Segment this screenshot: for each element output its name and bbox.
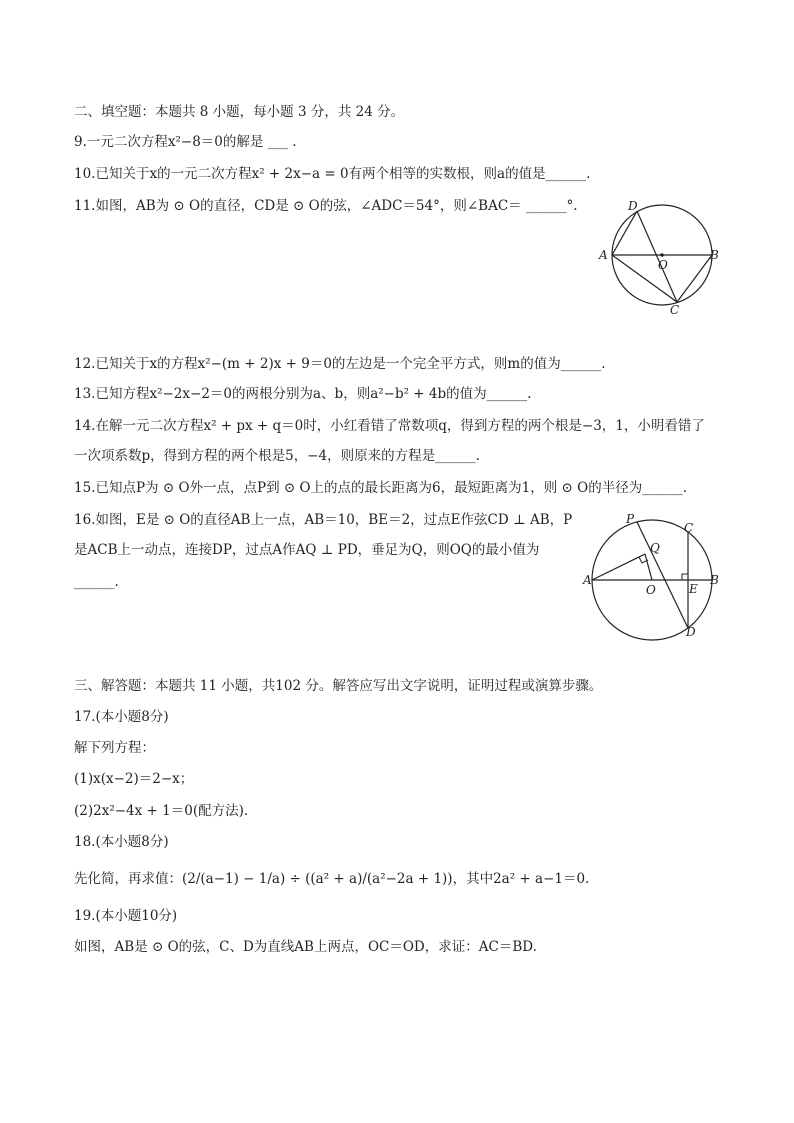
label-a: A xyxy=(583,573,592,587)
section-2-heading: 二、填空题：本题共 8 小题，每小题 3 分，共 24 分。 xyxy=(74,104,405,120)
question-14-line-1: 14.在解一元二次方程x² + px + q＝0时，小红看错了常数项q，得到方程的两个根是−3，1，小明看错了 xyxy=(74,418,705,434)
label-c: C xyxy=(670,303,680,317)
segment-aq xyxy=(592,554,645,580)
figure-16-circle-diagram xyxy=(582,512,732,642)
label-a: A xyxy=(599,248,608,262)
question-16-line-1: 16.如图，E是 ⊙ O的直径AB上一点，AB＝10，BE＝2，过点E作弦CD ⊥ AB，P xyxy=(74,512,573,528)
right-angle-mark-e xyxy=(682,574,688,580)
label-p: P xyxy=(626,512,635,526)
question-18-title: 18.(本小题8分) xyxy=(74,834,169,850)
center-point-o xyxy=(660,253,664,257)
label-o: O xyxy=(658,258,668,272)
question-9: 9.一元二次方程x²−8＝0的解是 ___ . xyxy=(74,134,297,150)
question-17-part-1: (1)x(x−2)＝2−x； xyxy=(74,771,194,787)
segment-oq xyxy=(645,554,652,580)
label-o: O xyxy=(646,583,656,597)
label-c: C xyxy=(684,521,694,535)
segment-pd xyxy=(637,522,688,628)
chord-ad xyxy=(612,211,637,255)
label-b: B xyxy=(710,248,719,262)
question-17-part-2: (2)2x²−4x + 1＝0(配方法). xyxy=(74,803,249,819)
figure-11-circle-diagram xyxy=(590,195,730,320)
question-16-line-2: 是ACB上一动点，连接DP，过点A作AQ ⊥ PD，垂足为Q，则OQ的最小值为 xyxy=(74,542,540,558)
question-17-title: 17.(本小题8分) xyxy=(74,709,169,725)
chord-dc xyxy=(637,211,677,302)
label-d: D xyxy=(628,199,638,213)
label-d: D xyxy=(686,625,696,639)
question-14-line-2: 一次项系数p，得到方程的两个根是5，−4，则原来的方程是______. xyxy=(74,448,480,464)
question-13: 13.已知方程x²−2x−2＝0的两根分别为a、b，则a²−b² + 4b的值为______. xyxy=(74,386,532,402)
label-q: Q xyxy=(650,541,660,555)
question-19-text: 如图，AB是 ⊙ O的弦，C、D为直线AB上两点，OC＝OD，求证：AC＝BD. xyxy=(74,939,537,955)
question-11: 11.如图，AB为 ⊙ O的直径，CD是 ⊙ O的弦，∠ADC＝54°，则∠BAC＝ ______°. xyxy=(74,198,578,214)
label-e: E xyxy=(689,582,698,596)
section-3-heading: 三、解答题：本题共 11 小题，共102 分。解答应写出文字说明，证明过程或演算步骤。 xyxy=(74,678,603,694)
question-16-line-3: ______. xyxy=(74,574,119,590)
question-15: 15.已知点P为 ⊙ O外一点，点P到 ⊙ O上的点的最长距离为6，最短距离为1，则 ⊙ O的半径为______. xyxy=(74,480,687,496)
label-b: B xyxy=(710,573,719,587)
question-10: 10.已知关于x的一元二次方程x² + 2x−a = 0有两个相等的实数根，则a的值是______. xyxy=(74,166,591,182)
question-17-intro: 解下列方程： xyxy=(74,740,155,756)
question-12: 12.已知关于x的方程x²−(m + 2)x + 9＝0的左边是一个完全平方式，则m的值为______. xyxy=(74,356,606,372)
question-19-title: 19.(本小题10分) xyxy=(74,908,178,924)
question-18-text: 先化简，再求值：(2/(a−1) − 1/a) ÷ ((a² + a)/(a²−2a + 1))，其中2a² + a−1＝0. xyxy=(74,871,590,887)
